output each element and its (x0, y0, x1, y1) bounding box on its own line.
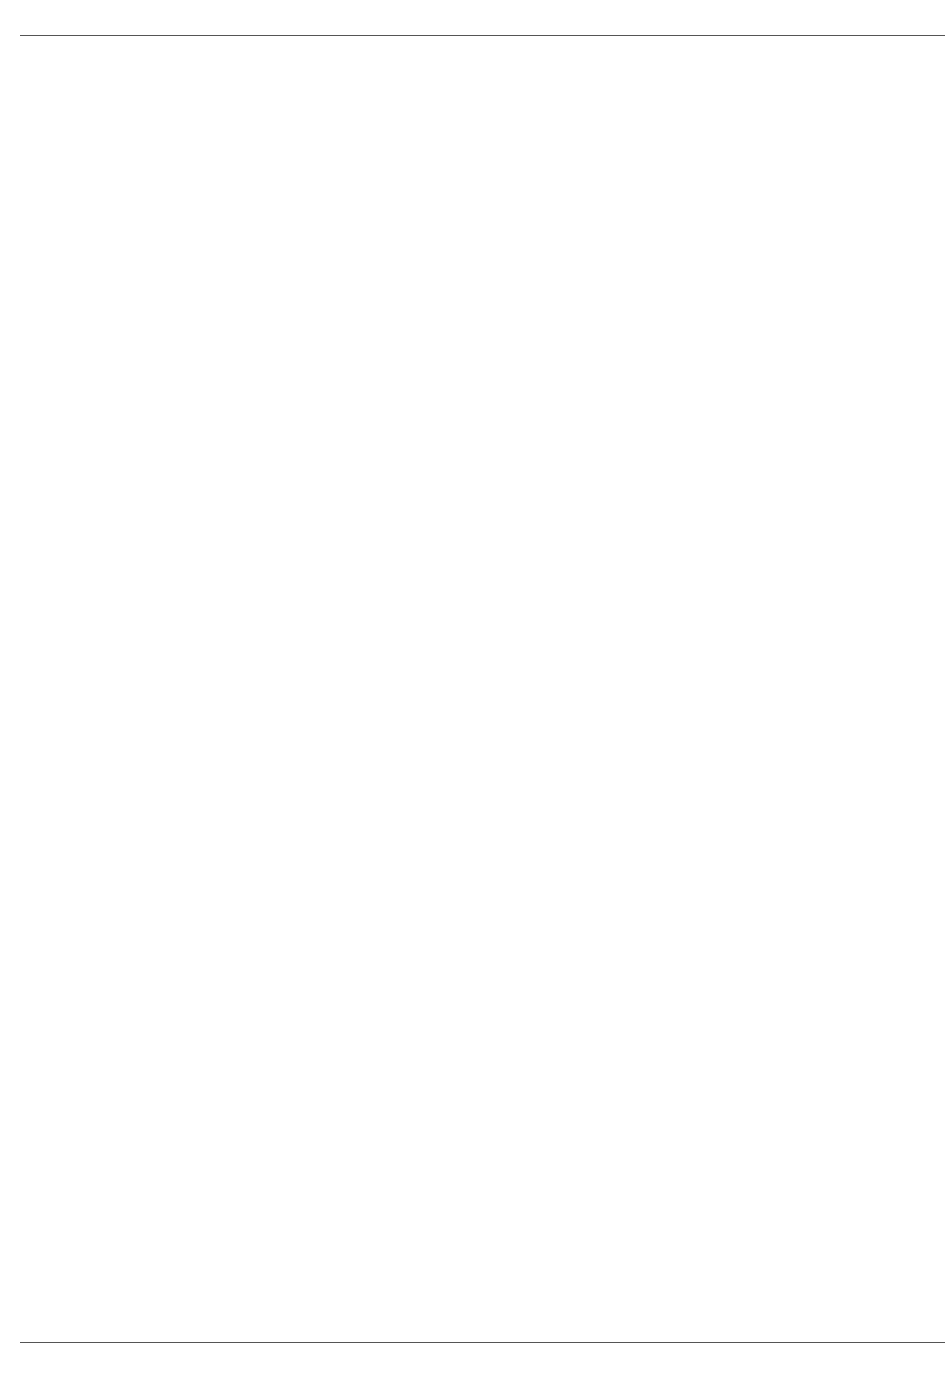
top-rule (20, 35, 945, 36)
bottom-rule (20, 1342, 945, 1343)
